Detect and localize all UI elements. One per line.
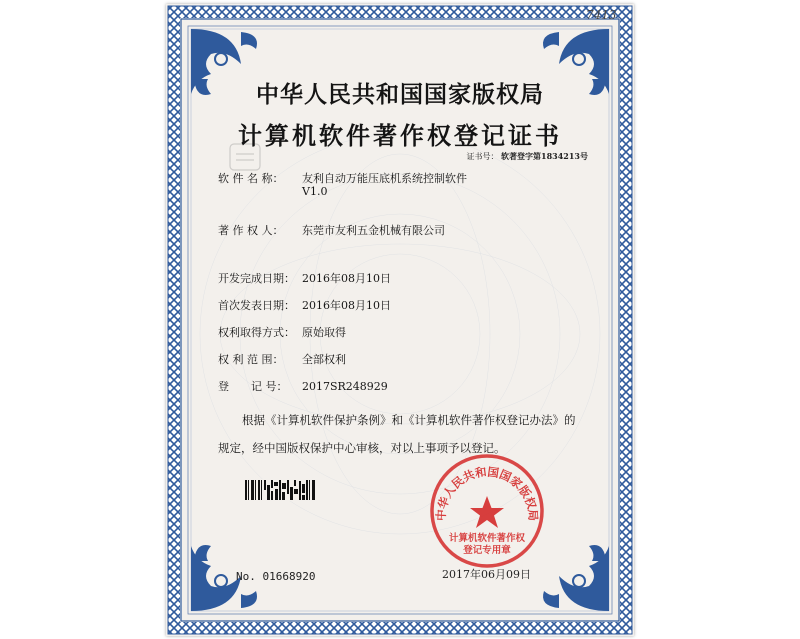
statement-line-1: 根据《计算机软件保护条例》和《计算机软件著作权登记办法》的 [242, 413, 576, 427]
issue-date: 2017年06月09日 [442, 568, 531, 581]
field-software-name [218, 170, 467, 186]
certificate-number-value: 软著登字第1834213号 [501, 151, 588, 161]
field-label: 权利取得方式： [218, 326, 295, 339]
corner-ornament-bottom-right [543, 545, 609, 611]
field-value: 东莞市友利五金机械有限公司 [302, 224, 445, 237]
field-value: 友利自动万能压底机系统控制软件 [302, 172, 467, 185]
issuer-title: 中华人民共和国国家版权局 [256, 81, 544, 108]
certificate-paper [166, 4, 634, 636]
certificate-number [466, 151, 588, 162]
field-label: 权 利 范 围： [218, 353, 284, 366]
seal-outer-text: 中华人民共和国国家版权局 [433, 464, 541, 522]
barcode [244, 479, 316, 501]
statement-line-2: 规定，经中国版权保护中心审核，对以上事项予以登记。 [218, 441, 506, 455]
field-value: 原始取得 [302, 326, 346, 339]
field-acquisition-method [218, 324, 346, 340]
field-label: 软 件 名 称： [218, 172, 284, 185]
field-completion-date [218, 270, 391, 286]
field-label: 首次发表日期： [218, 299, 295, 312]
field-rights-scope [218, 351, 346, 367]
field-registration-number [218, 378, 388, 394]
certificate-number-label: 证书号： [466, 152, 499, 161]
field-value: 2016年08月10日 [302, 272, 391, 285]
software-version: V1.0 [302, 185, 328, 198]
field-value: 2017SR248929 [302, 380, 388, 393]
document-title: 计算机软件著作权登记证书 [238, 121, 562, 150]
field-value: 2016年08月10日 [302, 299, 391, 312]
official-seal [428, 452, 546, 570]
seal-inner-line-1: 计算机软件著作权 [448, 533, 526, 544]
field-label: 登 记 号： [218, 380, 288, 393]
serial-number: No. 01668920 [236, 570, 316, 583]
seal-inner-line-2: 登记专用章 [463, 545, 511, 556]
handwritten-note: 7413 [586, 8, 617, 22]
seal-star-icon [470, 496, 504, 528]
field-copyright-owner [218, 222, 445, 238]
field-label: 开发完成日期： [218, 272, 295, 285]
field-value: 全部权利 [302, 353, 346, 366]
field-label: 著 作 权 人： [218, 224, 284, 237]
field-publish-date [218, 297, 391, 313]
